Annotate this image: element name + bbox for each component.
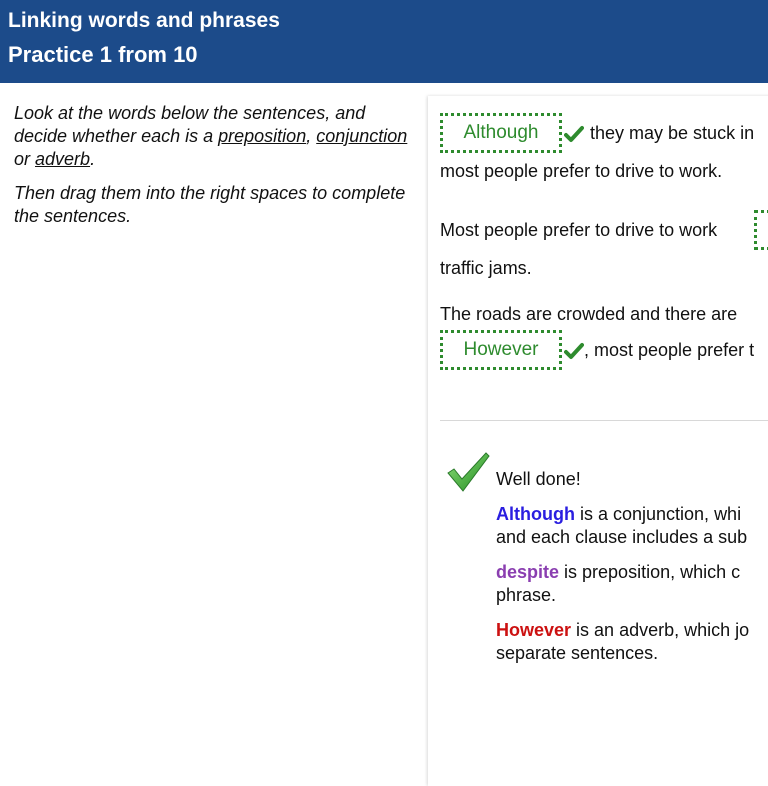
exercise-panel bbox=[428, 96, 768, 786]
instructions-paragraph-1: Look at the words below the sentences, and decide whether each is a preposition, conjunction or adverb. bbox=[14, 103, 408, 169]
divider bbox=[440, 420, 768, 421]
feedback-although-line-2: and each clause includes a sub bbox=[496, 527, 748, 547]
header-bar bbox=[0, 0, 768, 83]
feedback-however: However is an adverb, which jo bbox=[496, 620, 750, 640]
adverb-term: adverb bbox=[35, 149, 91, 169]
sentence-3-text: The roads are crowded and there are bbox=[440, 304, 738, 324]
feedback-however-line-2: separate sentences. bbox=[496, 643, 659, 663]
answer-slot-1[interactable]: Although bbox=[440, 113, 562, 153]
sentence-3-line-2: , most people prefer t bbox=[584, 340, 755, 360]
feedback-although: Although is a conjunction, whi bbox=[496, 504, 742, 524]
sentence-1-line-2: most people prefer to drive to work. bbox=[440, 161, 723, 181]
feedback-title: Well done! bbox=[496, 469, 581, 489]
page-title: Linking words and phrases bbox=[8, 9, 280, 32]
sentence-2-line-2: traffic jams. bbox=[440, 258, 532, 278]
conjunction-term: conjunction bbox=[316, 126, 408, 146]
answer-slot-3[interactable]: However bbox=[440, 330, 562, 370]
preposition-term: preposition bbox=[218, 126, 307, 146]
practice-counter: Practice 1 from 10 bbox=[8, 42, 198, 67]
answer-slot-2[interactable] bbox=[754, 210, 768, 250]
check-icon bbox=[564, 341, 584, 361]
sentence-2-text: Most people prefer to drive to work bbox=[440, 220, 718, 240]
sentence-1-text: they may be stuck in bbox=[590, 123, 755, 143]
instructions bbox=[14, 102, 409, 239]
big-check-icon bbox=[446, 451, 490, 495]
feedback-despite: despite is preposition, which c bbox=[496, 562, 741, 582]
feedback-despite-line-2: phrase. bbox=[496, 585, 557, 605]
instructions-paragraph-2: Then drag them into the right spaces to complete the sentences. bbox=[14, 183, 406, 226]
check-icon bbox=[564, 124, 584, 144]
